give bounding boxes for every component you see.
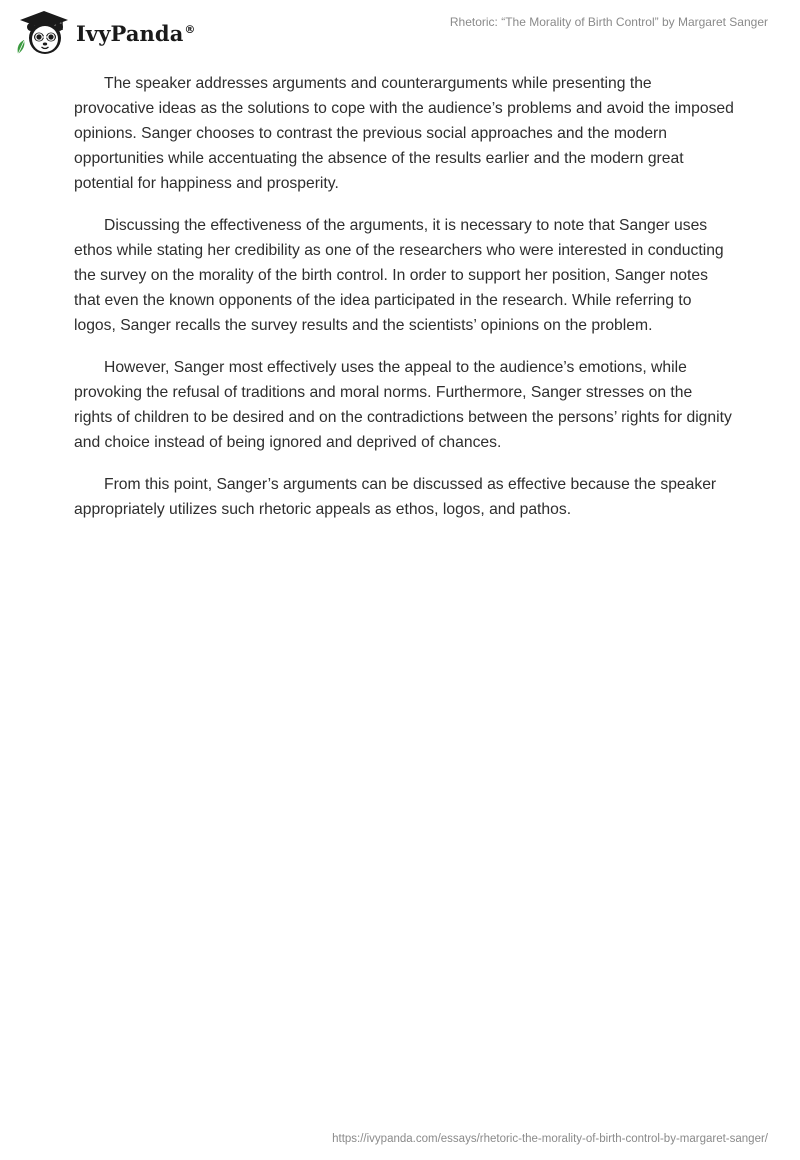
paragraph: The speaker addresses arguments and counterarguments while presenting the provocative ideas as the solutions to cope with the audience’s problems and avoid the imposed opinions. Sanger chooses to contrast the previous social approaches and the modern opportunities while accentuating the absence of the results earlier and the modern great potential for happiness and prosperity. xyxy=(74,75,734,192)
registered-mark: ® xyxy=(184,22,196,36)
brand-name: IvyPanda® xyxy=(76,20,196,46)
source-url-link[interactable]: https://ivypanda.com/essays/rhetoric-the-morality-of-birth-control-by-margaret-sanger/ xyxy=(332,1133,768,1145)
page-header xyxy=(0,0,800,60)
ivypanda-logo[interactable] xyxy=(14,8,214,56)
paragraph: However, Sanger most effectively uses the appeal to the audience’s emotions, while provoking the refusal of traditions and moral norms. Furthermore, Sanger stresses on the rights of children to be desired and on the contradictions between the persons’ rights for dignity and choice instead of being ignored and deprived of chances. xyxy=(74,359,732,451)
essay-body xyxy=(74,71,734,539)
paragraph: Discussing the effectiveness of the arguments, it is necessary to note that Sanger uses ethos while stating her credibility as one of the researchers who were interested in conducting the survey on the morality of the birth control. In order to support her position, Sanger notes that even the known opponents of the idea participated in the research. While referring to logos, Sanger recalls the survey results and the scientists’ opinions on the problem. xyxy=(74,217,724,334)
paragraph: From this point, Sanger’s arguments can be discussed as effective because the speaker appropriately utilizes such rhetoric appeals as ethos, logos, and pathos. xyxy=(74,476,717,518)
document-title: Rhetoric: “The Morality of Birth Control” by Margaret Sanger xyxy=(449,15,768,29)
panda-graduation-cap-icon xyxy=(14,8,70,56)
